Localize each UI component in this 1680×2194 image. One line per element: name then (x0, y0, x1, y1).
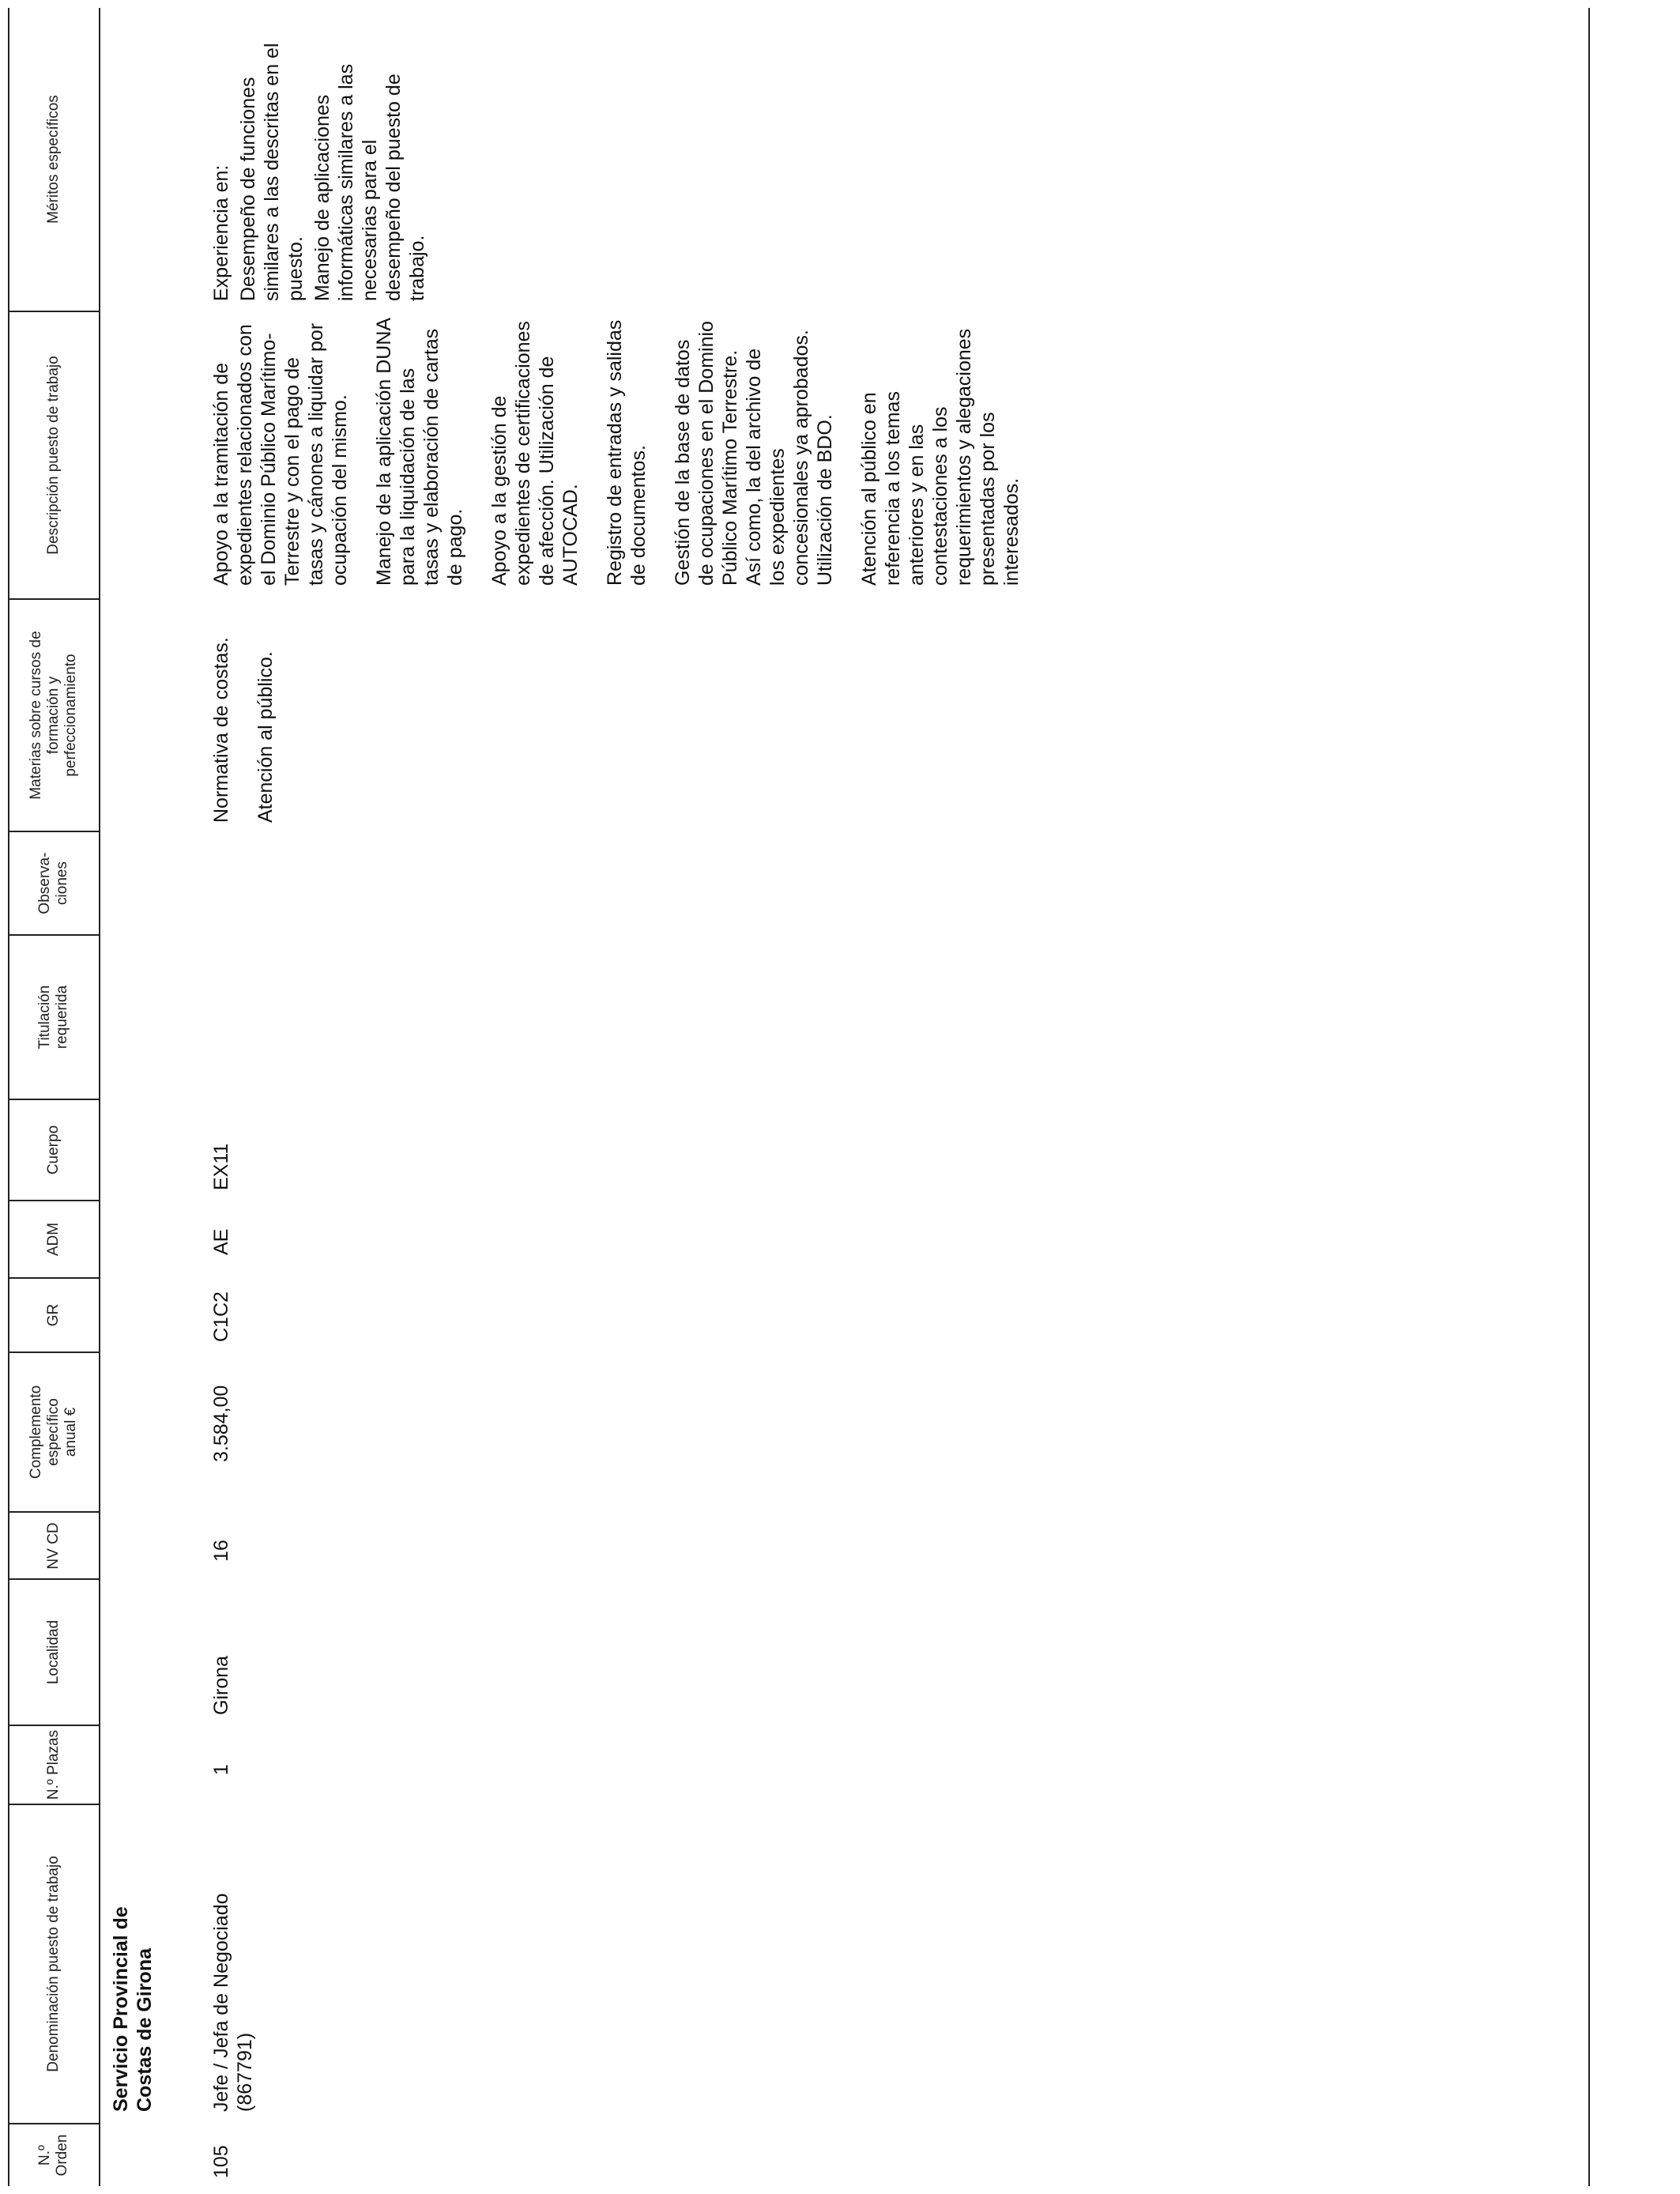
header-nv-cd: NV CD (44, 1522, 62, 1570)
header-localidad: Localidad (44, 1619, 62, 1685)
meritos-item: Manejo de aplicaciones informáticas similares a las necesarias para el desempeño del puesto de trabajo. (311, 63, 428, 301)
header-denominacion: Denominación puesto de trabajo (44, 1856, 62, 2072)
header-cuerpo: Cuerpo (44, 1125, 62, 1175)
descripcion-item: Apoyo a la tramitación de expedientes relacionados con el Dominio Público Marítimo-Terrestre y con el pago de tasas y cánones a liquidar por ocupación del mismo. (210, 322, 351, 586)
header-materias: Materias sobre cursos de formación y perfeccionamiento (27, 631, 79, 800)
meritos-item: Experiencia en: (210, 164, 232, 301)
cell-plazas: 1 (210, 1764, 232, 1775)
cell-cuerpo: EX11 (210, 1143, 232, 1190)
table-header-rule (99, 8, 100, 2186)
meritos-item: Desempeño de funciones similares a las descritas en el puesto. (237, 43, 307, 301)
header-adm: ADM (44, 1222, 62, 1257)
header-complemento: Complemento específico anual € (27, 1385, 79, 1480)
table-bottom-rule (1588, 8, 1590, 2186)
descripcion-item: Gestión de la base de datos de ocupaciones en el Dominio Público Marítimo Terrestre. Así como, la del archivo de los expedientes concesionales ya aprobados. Utilización de BDO. (672, 321, 836, 586)
cell-complemento: 3.584,00 (210, 1385, 232, 1462)
cell-descripcion (209, 319, 1044, 586)
column-separator (8, 1511, 100, 1513)
materias-item: Normativa de costas. (210, 637, 232, 823)
header-observaciones: Observa- ciones (36, 852, 70, 914)
descripcion-item: Apoyo a la gestión de expedientes de certificaciones de afección. Utilización de AUTOCAD. (488, 321, 582, 586)
cell-materias (209, 609, 298, 823)
materias-item: Atención al público. (254, 651, 277, 823)
header-descripcion: Descripción puesto de trabajo (44, 356, 62, 555)
cell-meritos (209, 32, 450, 301)
cell-localidad: Girona (210, 1655, 232, 1715)
cell-nv-cd: 16 (210, 1540, 232, 1562)
descripcion-item: Manejo de la aplicación DUNA para la liquidación de las tasas y elaboración de cartas de pago. (373, 319, 466, 586)
cell-orden: 105 (210, 2145, 232, 2178)
header-orden: N.º Orden (36, 2134, 70, 2177)
header-gr: GR (44, 1303, 62, 1327)
header-titulacion: Titulación requerida (36, 985, 70, 1050)
descripcion-item: Atención al público en referencia a los temas anteriores y en las contestaciones a los requerimientos y alegaciones presentadas por los interesados. (858, 328, 1023, 586)
header-plazas: N.º Plazas (44, 1729, 62, 1800)
descripcion-item: Registro de entradas y salidas de documentos. (604, 319, 650, 586)
section-title: Servicio Provincial de Costas de Girona (110, 1906, 156, 2112)
cell-adm: AE (210, 1228, 232, 1255)
cell-denominacion: Jefe / Jefa de Negociado (867791) (210, 1893, 256, 2112)
cell-gr: C1C2 (210, 1291, 232, 1342)
header-meritos: Méritos específicos (44, 95, 62, 224)
